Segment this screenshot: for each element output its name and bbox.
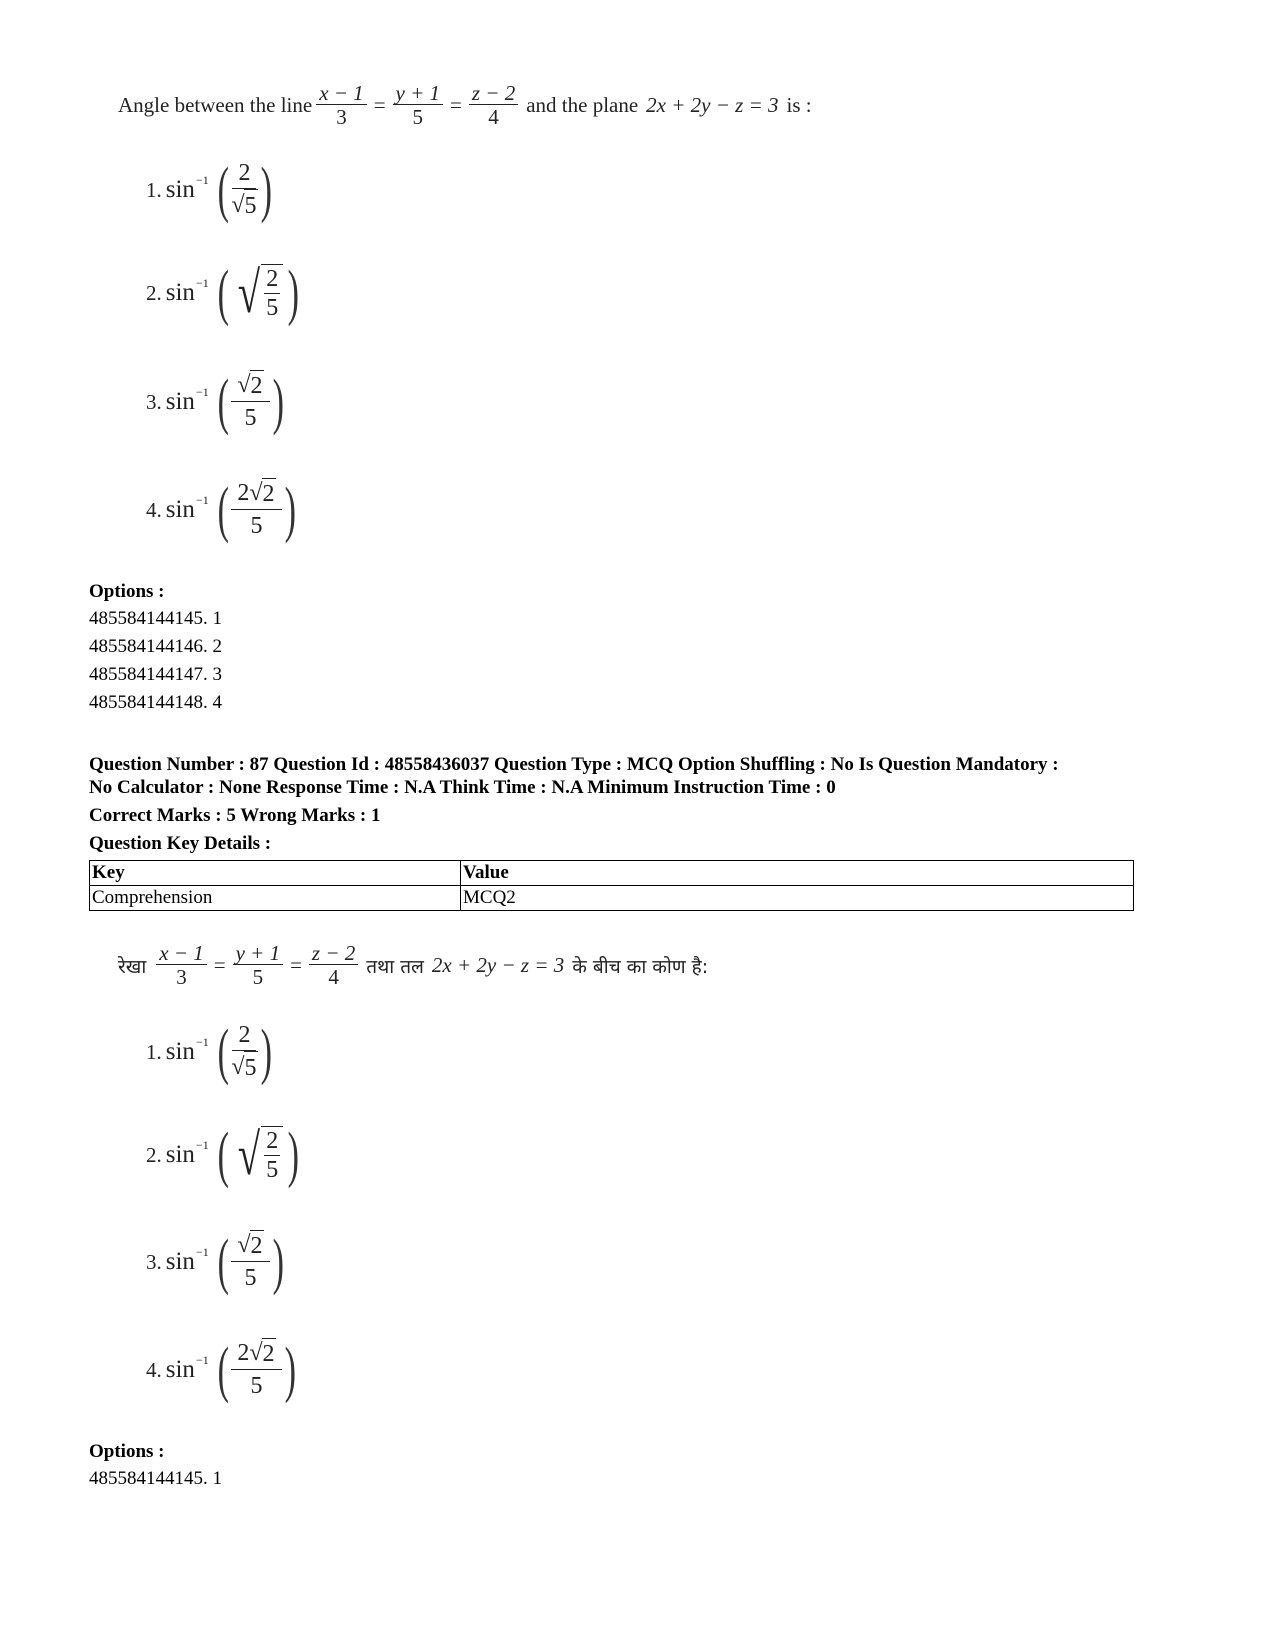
line-fraction-z: [469, 82, 518, 129]
radical-sign: √: [238, 1122, 261, 1187]
fraction-numerator: 2: [266, 266, 279, 292]
options-heading: Options :: [89, 1441, 165, 1462]
radical-sign: √: [231, 192, 245, 218]
line-fraction-x: [156, 942, 207, 989]
choice-label: 3.: [146, 389, 162, 414]
radicand-fraction: [261, 1126, 283, 1184]
left-paren: (: [217, 1018, 229, 1086]
fraction-numerator: [231, 478, 281, 510]
choice-label: 1.: [146, 1039, 162, 1064]
choice-label: 2.: [146, 1142, 162, 1167]
choice-fraction: [231, 1338, 281, 1402]
radicand: 5: [244, 1051, 258, 1084]
fraction-denominator: 5: [412, 105, 424, 129]
radical-sign: √: [237, 1232, 251, 1258]
sqrt-numerator: [231, 370, 269, 402]
line-fraction-x: [316, 82, 367, 129]
radical-sign: √: [249, 480, 263, 506]
cell-key: Comprehension: [90, 886, 461, 911]
fraction-denominator: 3: [176, 965, 187, 989]
option-item: 485584144147. 3: [89, 664, 222, 685]
key-details-heading: Question Key Details :: [89, 833, 272, 854]
inverse-superscript: −1: [195, 492, 209, 507]
table-row: [90, 886, 1134, 911]
fraction-numerator: y + 1: [233, 942, 284, 965]
sqrt-denominator: [231, 189, 257, 222]
fraction-denominator: 5: [266, 1157, 279, 1183]
right-paren: ): [260, 156, 272, 224]
right-paren: ): [284, 1336, 296, 1404]
choice-2: [146, 259, 304, 327]
radical-sign: √: [249, 1340, 263, 1366]
fraction-numerator: z − 2: [469, 82, 518, 105]
choice-fraction: [231, 1230, 269, 1294]
fraction-denominator: 5: [252, 965, 264, 989]
sin-function: sin: [165, 496, 195, 523]
equals-sign: =: [450, 93, 462, 117]
choice-label: 4.: [146, 497, 162, 522]
radicand: 5: [244, 189, 258, 222]
marks-line: Correct Marks : 5 Wrong Marks : 1: [89, 805, 381, 826]
coefficient: 2: [237, 480, 250, 506]
sin-function: sin: [165, 388, 195, 415]
question-meta-line-1: Question Number : 87 Question Id : 48558436037 Question Type : MCQ Option Shuffling : No Is Question Mandatory :: [89, 754, 1059, 775]
coefficient: 2: [237, 1340, 250, 1366]
stem-mid: and the plane: [526, 93, 639, 117]
choice-label: 1.: [146, 177, 162, 202]
choice-3: [146, 370, 288, 434]
left-paren: (: [217, 1121, 229, 1189]
choice-fraction: [231, 478, 281, 542]
sqrt-numerator: [231, 1230, 269, 1262]
equals-sign: =: [213, 953, 226, 977]
question-stem-hindi: [118, 942, 708, 989]
right-paren: ): [272, 1228, 284, 1296]
radicand-fraction: [261, 264, 283, 322]
stem-mid: तथा तल: [366, 955, 424, 978]
question-stem-english: [118, 82, 812, 129]
right-paren: ): [284, 476, 296, 544]
fraction-denominator: 5: [266, 295, 279, 321]
fraction-denominator: 3: [336, 105, 347, 129]
choice-label: 4.: [146, 1357, 162, 1382]
choice-fraction: [231, 1020, 257, 1084]
fraction-numerator: x − 1: [316, 82, 367, 105]
header-value: Value: [461, 861, 1134, 886]
radicand: 2: [250, 1230, 264, 1261]
left-paren: (: [217, 476, 229, 544]
inverse-superscript: −1: [195, 275, 209, 290]
fraction-denominator: 4: [328, 965, 339, 989]
choice-2: [146, 1121, 304, 1189]
stem-prefix: रेखा: [118, 955, 147, 978]
choice-label: 2.: [146, 280, 162, 305]
fraction-denominator: 5: [244, 1265, 257, 1291]
radical-sign: √: [238, 260, 261, 325]
sqrt-of-fraction: [233, 1122, 283, 1187]
left-paren: (: [217, 368, 229, 436]
sin-function: sin: [165, 279, 195, 306]
left-paren: (: [217, 1336, 229, 1404]
question-key-table: [89, 860, 1134, 911]
stem-prefix: Angle between the line: [118, 93, 313, 117]
fraction-numerator: y + 1: [393, 82, 444, 105]
cell-value: MCQ2: [461, 886, 1134, 911]
plane-equation: 2x + 2y − z = 3: [431, 953, 565, 977]
inverse-superscript: −1: [195, 384, 209, 399]
line-fraction-y: [393, 82, 444, 129]
fraction-numerator: 2: [232, 158, 256, 189]
choice-fraction: [231, 370, 269, 434]
right-paren: ): [287, 259, 300, 327]
line-fraction-z: [309, 942, 358, 989]
fraction-numerator: [231, 1338, 281, 1370]
right-paren: ): [287, 1121, 300, 1189]
option-item: 485584144145. 1: [89, 608, 222, 629]
stem-suffix: is :: [786, 93, 812, 117]
choice-4: [146, 1338, 300, 1402]
choice-fraction: [231, 158, 257, 222]
inverse-superscript: −1: [195, 1352, 209, 1367]
fraction-numerator: x − 1: [156, 942, 207, 965]
equals-sign: =: [290, 953, 302, 977]
sin-function: sin: [165, 176, 195, 203]
choice-3: [146, 1230, 288, 1294]
choice-label: 3.: [146, 1249, 162, 1274]
sin-function: sin: [165, 1248, 195, 1275]
radical-sign: √: [237, 372, 251, 398]
choice-1: [146, 1020, 276, 1084]
choice-4: [146, 478, 300, 542]
sin-function: sin: [165, 1356, 195, 1383]
table-header-row: [90, 861, 1134, 886]
fraction-numerator: z − 2: [309, 942, 358, 965]
fraction-denominator: 4: [488, 105, 499, 129]
radicand: 2: [262, 1338, 276, 1369]
sin-function: sin: [165, 1038, 195, 1065]
left-paren: (: [217, 259, 229, 327]
inverse-superscript: −1: [195, 1034, 209, 1049]
stem-suffix: के बीच का कोण है:: [572, 955, 709, 978]
right-paren: ): [260, 1018, 272, 1086]
fraction-denominator: 5: [250, 1373, 263, 1399]
fraction-denominator: 5: [250, 513, 263, 539]
fraction-numerator: 2: [266, 1128, 279, 1154]
header-key: Key: [90, 861, 461, 886]
options-heading: Options :: [89, 581, 165, 602]
equals-sign: =: [373, 93, 386, 117]
inverse-superscript: −1: [195, 1137, 209, 1152]
radicand: 2: [250, 370, 264, 401]
line-fraction-y: [233, 942, 284, 989]
radicand: 2: [262, 478, 276, 509]
fraction-numerator: 2: [232, 1020, 256, 1051]
left-paren: (: [217, 156, 229, 224]
option-item: 485584144148. 4: [89, 692, 222, 713]
option-item: 485584144145. 1: [89, 1468, 222, 1489]
right-paren: ): [272, 368, 284, 436]
sqrt-of-fraction: [233, 260, 283, 325]
left-paren: (: [217, 1228, 229, 1296]
option-item: 485584144146. 2: [89, 636, 222, 657]
sin-function: sin: [165, 1141, 195, 1168]
inverse-superscript: −1: [195, 172, 209, 187]
inverse-superscript: −1: [195, 1244, 209, 1259]
fraction-denominator: 5: [244, 405, 257, 431]
plane-equation: 2x + 2y − z = 3: [646, 93, 779, 117]
choice-1: [146, 158, 276, 222]
question-meta-line-2: No Calculator : None Response Time : N.A Think Time : N.A Minimum Instruction Time : 0: [89, 777, 836, 798]
radical-sign: √: [231, 1054, 245, 1080]
sqrt-denominator: [231, 1051, 257, 1084]
